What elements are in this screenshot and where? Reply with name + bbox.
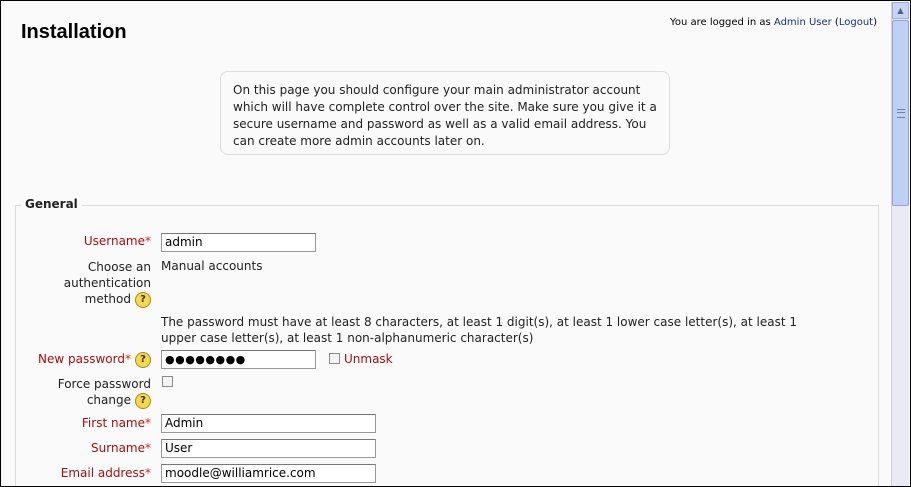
required-star: * bbox=[125, 352, 131, 366]
required-star: * bbox=[145, 234, 151, 248]
force-change-checkbox[interactable] bbox=[162, 376, 173, 387]
required-star: * bbox=[145, 466, 151, 480]
force-change-label bbox=[58, 376, 151, 409]
username-input[interactable]: admin bbox=[161, 233, 316, 252]
info-box: On this page you should configure your main administrator account which will have complete control over the site. Make sure you give it a secure username and password as well as a valid email address. You can create more admin accounts later on. bbox=[220, 71, 670, 155]
unmask-label[interactable]: Unmask bbox=[344, 352, 393, 366]
username-label bbox=[84, 233, 151, 249]
firstname-label-text: First name bbox=[81, 416, 145, 430]
force-change-line1: Force password bbox=[57, 377, 151, 391]
required-star: * bbox=[145, 416, 151, 430]
vertical-scrollbar[interactable] bbox=[891, 2, 909, 487]
password-label bbox=[38, 351, 151, 368]
required-star: * bbox=[145, 441, 151, 455]
page-title: Installation bbox=[21, 21, 127, 43]
login-info bbox=[670, 17, 877, 28]
scroll-grip-icon bbox=[897, 109, 905, 118]
auth-label-line3: method bbox=[84, 292, 131, 306]
auth-method-label bbox=[64, 259, 151, 308]
logout-link[interactable]: Logout bbox=[838, 17, 874, 28]
email-label bbox=[61, 465, 151, 481]
surname-label-text: Surname bbox=[91, 441, 145, 455]
firstname-label bbox=[82, 415, 151, 431]
force-change-line2: change bbox=[86, 393, 131, 407]
auth-method-value: Manual accounts bbox=[161, 259, 263, 273]
email-label-text: Email address bbox=[60, 466, 145, 480]
fieldset-legend: General bbox=[21, 197, 82, 211]
auth-label-line2: authentication bbox=[63, 276, 151, 290]
help-icon[interactable]: ? bbox=[135, 393, 151, 409]
email-input[interactable]: moodle@williamrice.com bbox=[161, 464, 376, 483]
username-label-text: Username bbox=[83, 234, 145, 248]
user-profile-link[interactable]: Admin User bbox=[773, 17, 832, 28]
login-prefix: You are logged in as bbox=[670, 17, 774, 28]
login-open-paren: ( bbox=[831, 17, 839, 28]
scroll-up-arrow-icon[interactable]: ▲ bbox=[892, 2, 909, 19]
surname-label bbox=[91, 440, 151, 456]
unmask-checkbox[interactable] bbox=[329, 353, 340, 364]
password-input[interactable]: ●●●●●●●● bbox=[161, 350, 316, 369]
help-icon[interactable]: ? bbox=[135, 352, 151, 368]
auth-label-line1: Choose an bbox=[87, 260, 151, 274]
scroll-thumb[interactable] bbox=[892, 20, 909, 206]
help-icon[interactable]: ? bbox=[135, 292, 151, 308]
password-label-text: New password bbox=[38, 352, 125, 366]
login-close-paren: ) bbox=[873, 17, 877, 28]
firstname-input[interactable]: Admin bbox=[161, 414, 376, 433]
password-policy-note: The password must have at least 8 characters, at least 1 digit(s), at least 1 lower case letter(s), at least 1 upper case letter(s), at least 1 non-alphanumeric character(s) bbox=[161, 315, 797, 345]
surname-input[interactable]: User bbox=[161, 439, 376, 458]
